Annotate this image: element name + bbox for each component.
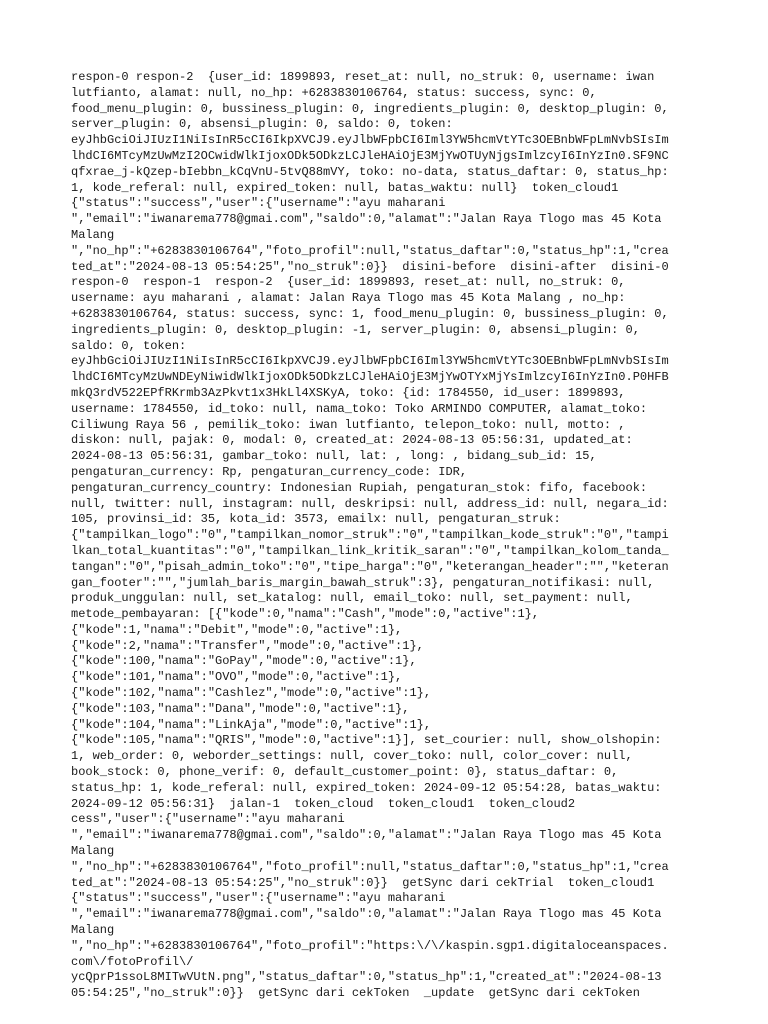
log-line: eyJhbGciOiJIUzI1NiIsInR5cCI6IkpXVCJ9.eyJlbWFpbCI6Iml3YW5hcmVtYTc3OEBnbWFpLmNvbSIsIm — [71, 133, 669, 148]
log-page — [71, 70, 701, 1001]
log-line: lhdCI6MTcyMzUwNDEyNiwidWlkIjoxODk5ODkzLCJleHAiOjE3MjYwOTYxMjYsImlzcyI6InYzIn0.P0HFB — [71, 370, 669, 385]
log-line: Ciliwung Raya 56 , pemilik_toko: iwan lutfianto, telepon_toko: null, motto: , — [71, 417, 626, 432]
log-line: {"kode":102,"nama":"Cashlez","mode":0,"active":1}, — [71, 686, 432, 701]
log-line: book_stock: 0, phone_verif: 0, default_customer_point: 0}, status_daftar: 0, — [71, 765, 619, 780]
log-line: status_hp: 1, kode_referal: null, expired_token: 2024-09-12 05:54:28, batas_waktu: — [71, 780, 662, 795]
log-line: {"kode":100,"nama":"GoPay","mode":0,"active":1}, — [71, 654, 417, 669]
log-line: lkan_total_kuantitas":"0","tampilkan_link_kritik_saran":"0","tampilkan_kolom_tanda_ — [71, 543, 669, 558]
log-line: {"tampilkan_logo":"0","tampilkan_nomor_struk":"0","tampilkan_kode_struk":"0","tampi — [71, 528, 669, 543]
log-line: pengaturan_currency: Rp, pengaturan_currency_code: IDR, — [71, 464, 468, 479]
log-line: ","email":"iwanarema778@gmai.com","saldo":0,"alamat":"Jalan Raya Tlogo mas 45 Kota — [71, 212, 662, 227]
log-line: metode_pembayaran: [{"kode":0,"nama":"Cash","mode":0,"active":1}, — [71, 607, 540, 622]
log-line: Malang — [71, 844, 115, 859]
log-text — [71, 70, 701, 1002]
log-line: lutfianto, alamat: null, no_hp: +6283830106764, status: success, sync: 0, — [71, 85, 597, 100]
log-line: {"kode":2,"nama":"Transfer","mode":0,"active":1}, — [71, 638, 424, 653]
log-line: lhdCI6MTcyMzUwMzI2OCwidWlkIjoxODk5ODkzLCJleHAiOjE3MjYwOTUyNjgsImlzcyI6InYzIn0.SF9NC — [71, 148, 669, 163]
log-line: {"status":"success","user":{"username":"ayu maharani — [71, 196, 446, 211]
log-line: {"kode":104,"nama":"LinkAja","mode":0,"active":1}, — [71, 717, 432, 732]
log-line: Malang — [71, 923, 115, 938]
log-line: {"status":"success","user":{"username":"ayu maharani — [71, 891, 446, 906]
log-line: {"kode":105,"nama":"QRIS","mode":0,"active":1}], set_courier: null, show_olshopin: — [71, 733, 662, 748]
log-line: eyJhbGciOiJIUzI1NiIsInR5cCI6IkpXVCJ9.eyJlbWFpbCI6Iml3YW5hcmVtYTc3OEBnbWFpLmNvbSIsIm — [71, 354, 669, 369]
log-line: +6283830106764, status: success, sync: 1, food_menu_plugin: 0, bussiness_plugin: 0, — [71, 306, 669, 321]
log-line: null, twitter: null, instagram: null, deskripsi: null, address_id: null, negara_id: — [71, 496, 669, 511]
log-line: mkQ3rdV522EPfRKrmb3AzPkvt1x3HkLl4XSKyA, toko: {id: 1784550, id_user: 1899893, — [71, 385, 626, 400]
log-line: Malang — [71, 227, 115, 242]
log-line: 2024-09-12 05:56:31} jalan-1 token_cloud token_cloud1 token_cloud2 — [71, 796, 576, 811]
log-line: ingredients_plugin: 0, desktop_plugin: -1, server_plugin: 0, absensi_plugin: 0, — [71, 322, 640, 337]
log-line: food_menu_plugin: 0, bussiness_plugin: 0, ingredients_plugin: 0, desktop_plugin: 0, — [71, 101, 669, 116]
log-line: com\/fotoProfil\/ — [71, 954, 194, 969]
log-line: gan_footer":"","jumlah_baris_margin_bawah_struk":3}, pengaturan_notifikasi: null, — [71, 575, 655, 590]
log-line: 1, kode_referal: null, expired_token: null, batas_waktu: null} token_cloud1 — [71, 180, 619, 195]
log-line: ted_at":"2024-08-13 05:54:25","no_struk":0}} disini-before disini-after disini-0 — [71, 259, 669, 274]
log-line: 105, provinsi_id: 35, kota_id: 3573, emailx: null, pengaturan_struk: — [71, 512, 561, 527]
log-line: {"kode":101,"nama":"OVO","mode":0,"active":1}, — [71, 670, 403, 685]
log-line: 1, web_order: 0, weborder_settings: null, cover_toko: null, color_cover: null, — [71, 749, 633, 764]
log-line: cess","user":{"username":"ayu maharani — [71, 812, 345, 827]
log-line: 2024-08-13 05:56:31, gambar_toko: null, lat: , long: , bidang_sub_id: 15, — [71, 449, 597, 464]
log-line: ","no_hp":"+6283830106764","foto_profil":"https:\/\/kaspin.sgp1.digitaloceanspaces. — [71, 938, 669, 953]
log-line: ","no_hp":"+6283830106764","foto_profil":null,"status_daftar":0,"status_hp":1,"crea — [71, 859, 669, 874]
log-line: {"kode":103,"nama":"Dana","mode":0,"active":1}, — [71, 701, 410, 716]
log-line: produk_unggulan: null, set_katalog: null, email_toko: null, set_payment: null, — [71, 591, 633, 606]
log-line: server_plugin: 0, absensi_plugin: 0, saldo: 0, token: — [71, 117, 453, 132]
log-line: respon-0 respon-2 {user_id: 1899893, reset_at: null, no_struk: 0, username: iwan — [71, 70, 655, 84]
log-line: respon-0 respon-1 respon-2 {user_id: 1899893, reset_at: null, no_struk: 0, — [71, 275, 626, 290]
log-line: saldo: 0, token: — [71, 338, 187, 353]
log-line: ","no_hp":"+6283830106764","foto_profil":null,"status_daftar":0,"status_hp":1,"crea — [71, 243, 669, 258]
log-line: username: ayu maharani , alamat: Jalan Raya Tlogo mas 45 Kota Malang , no_hp: — [71, 291, 626, 306]
log-line: ","email":"iwanarema778@gmai.com","saldo":0,"alamat":"Jalan Raya Tlogo mas 45 Kota — [71, 828, 662, 843]
log-line: diskon: null, pajak: 0, modal: 0, created_at: 2024-08-13 05:56:31, updated_at: — [71, 433, 633, 448]
log-line: pengaturan_currency_country: Indonesian Rupiah, pengaturan_stok: fifo, facebook: — [71, 480, 648, 495]
log-line: username: 1784550, id_toko: null, nama_toko: Toko ARMINDO COMPUTER, alamat_toko: — [71, 401, 648, 416]
log-line: 05:54:25","no_struk":0}} getSync dari cekToken _update getSync dari cekToken — [71, 986, 640, 1001]
log-line: {"kode":1,"nama":"Debit","mode":0,"active":1}, — [71, 622, 403, 637]
log-line: qfxrae_j-kQzep-bIebbn_kCqVnU-5tvQ88mVY, toko: no-data, status_daftar: 0, status_hp: — [71, 164, 669, 179]
log-line: ","email":"iwanarema778@gmai.com","saldo":0,"alamat":"Jalan Raya Tlogo mas 45 Kota — [71, 907, 662, 922]
log-line: tangan":"0","pisah_admin_toko":"0","tipe_harga":"0","keterangan_header":"","keteran — [71, 559, 669, 574]
log-line: ycQprP1ssoL8MITwVUtN.png","status_daftar":0,"status_hp":1,"created_at":"2024-08-13 — [71, 970, 662, 985]
log-line: ted_at":"2024-08-13 05:54:25","no_struk":0}} getSync dari cekTrial token_cloud1 — [71, 875, 655, 890]
